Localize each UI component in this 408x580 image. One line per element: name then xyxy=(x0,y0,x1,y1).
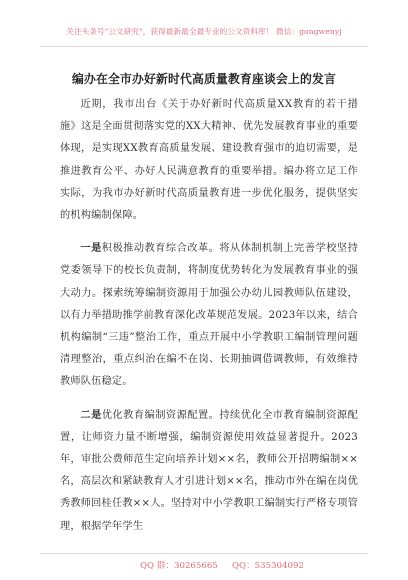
paragraph-text: 积极推动教育综合改革。将从体制机制上完善学校坚持党委领导下的校长负责制，将制度优势转化为发展教育事业的强大动力。探索统筹编制资源用于加强公办幼儿园教师队伍建设，以有力举措助推学前教育深化改革规范发展。2023年以来，结合机构编制“三违”整治工作，重点开展中小学教职工编制管理问题清理整治，重点纠治在编不在岗、长期抽调借调教师，有效维持教师队伍稳定。 xyxy=(60,243,358,388)
paragraph-point-two xyxy=(60,404,358,538)
header-notice: 关注头条号"公文研究"，获得最新最全最专业的公文资料库！ 微信：gongwenyj xyxy=(66,27,342,36)
footer-qq-group: QQ 群：30265665 xyxy=(140,561,218,571)
page-footer xyxy=(0,553,408,573)
document-title: 编办在全市办好新时代高质量教育座谈会上的发言 xyxy=(72,72,336,86)
paragraph-lead: 一是 xyxy=(80,242,102,255)
footer-divider xyxy=(40,553,368,554)
header-divider xyxy=(40,46,368,47)
paragraph-intro xyxy=(60,94,358,227)
document-body xyxy=(60,94,358,548)
page-header xyxy=(0,0,408,52)
paragraph-point-one xyxy=(60,237,358,393)
paragraph-text: 近期，我市出台《关于办好新时代高质量XX教育的若干措施》这是全面贯彻落实党的XX大精神、优先发展教育事业的重要体现，是实现XX教育高质量发展、建设教育强市的迫切需要，是推进教育公平、办好人民满意教育的重要举措。编办将立足工作实际，为我市办好新时代高质量教育进一步优化服务，提供坚实的机构编制保障。 xyxy=(60,99,358,222)
paragraph-lead: 二是 xyxy=(80,408,102,421)
paragraph-text: 优化教育编制资源配置。持续优化全市教育编制资源配置，让师资力量不断增强，编制资源使用效益显著提升。2023年，审批公费师范生定向培养计划××名，教师公开招聘编制××名，高层次和紧缺教育人才引进计划××名，推动市外在编在岗优秀教师回桂任教××人。坚持对中小学教职工编制实行严格专项管理，根据学年学生 xyxy=(60,409,358,532)
footer-qq-contact: QQ：535304092 xyxy=(232,561,304,571)
